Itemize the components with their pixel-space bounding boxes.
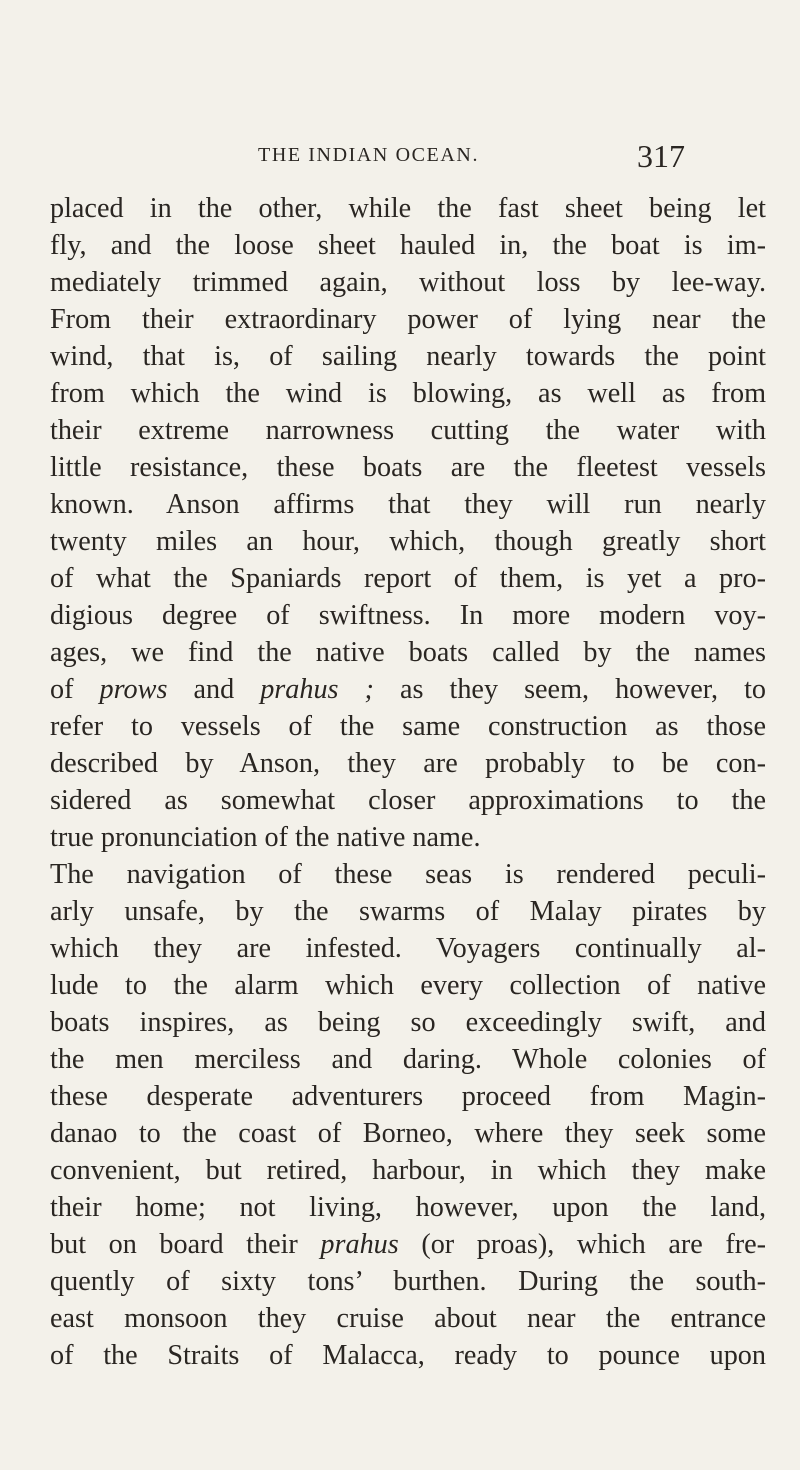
text-line: their extreme narrowness cutting the water with: [50, 415, 766, 446]
italic-term: prahus ;: [260, 674, 374, 705]
body-text: [50, 190, 766, 1374]
text-line: boats inspires, as being so exceedingly swift, and: [50, 1007, 766, 1038]
text-line: true pronunciation of the native name.: [50, 822, 481, 853]
italic-term: prahus: [320, 1229, 399, 1260]
text-line: mediately trimmed again, without loss by lee-way.: [50, 267, 766, 298]
text-line: The navigation of these seas is rendered peculi-: [50, 859, 766, 890]
text-line: [50, 1226, 766, 1263]
page-number: 317: [637, 138, 685, 174]
running-head: [0, 138, 800, 178]
text-line: of the Straits of Malacca, ready to pounce upon: [50, 1340, 766, 1371]
text-line: quently of sixty tons’ burthen. During the south-: [50, 1266, 766, 1297]
text-line: of what the Spaniards report of them, is yet a pro-: [50, 563, 766, 594]
text-line: placed in the other, while the fast sheet being let: [50, 193, 766, 224]
text-line: known. Anson affirms that they will run nearly: [50, 489, 766, 520]
text-line: their home; not living, however, upon the land,: [50, 1192, 766, 1223]
text-line: [50, 671, 766, 708]
text-line: sidered as somewhat closer approximations to the: [50, 785, 766, 816]
text-line: ages, we find the native boats called by the names: [50, 637, 766, 668]
text-line: refer to vessels of the same construction as those: [50, 711, 766, 742]
text-segment: (or proas), which are fre-: [398, 1229, 766, 1260]
text-line: east monsoon they cruise about near the entrance: [50, 1303, 766, 1334]
text-segment: but on board their: [50, 1229, 321, 1260]
text-line: from which the wind is blowing, as well as from: [50, 378, 766, 409]
text-line: convenient, but retired, harbour, in which they make: [50, 1155, 766, 1186]
text-line: digious degree of swiftness. In more modern voy-: [50, 600, 766, 631]
text-line: arly unsafe, by the swarms of Malay pirates by: [50, 896, 766, 927]
text-line: the men merciless and daring. Whole colonies of: [50, 1044, 766, 1075]
text-line: lude to the alarm which every collection of native: [50, 970, 766, 1001]
text-line: which they are infested. Voyagers continually al-: [50, 933, 766, 964]
text-line: described by Anson, they are probably to be con-: [50, 748, 766, 779]
text-segment: and: [167, 674, 261, 705]
running-title: THE INDIAN OCEAN.: [258, 144, 480, 166]
text-line: danao to the coast of Borneo, where they seek some: [50, 1118, 766, 1149]
text-line: these desperate adventurers proceed from Magin-: [50, 1081, 766, 1112]
italic-term: prows: [99, 674, 168, 705]
text-segment: as they seem, however, to: [373, 674, 767, 705]
text-line: wind, that is, of sailing nearly towards the point: [50, 341, 766, 372]
text-line: twenty miles an hour, which, though greatly short: [50, 526, 766, 557]
text-segment: of: [50, 674, 100, 705]
text-line: little resistance, these boats are the fleetest vessels: [50, 452, 766, 483]
text-line: From their extraordinary power of lying near the: [50, 304, 766, 335]
text-line: fly, and the loose sheet hauled in, the boat is im-: [50, 230, 766, 261]
